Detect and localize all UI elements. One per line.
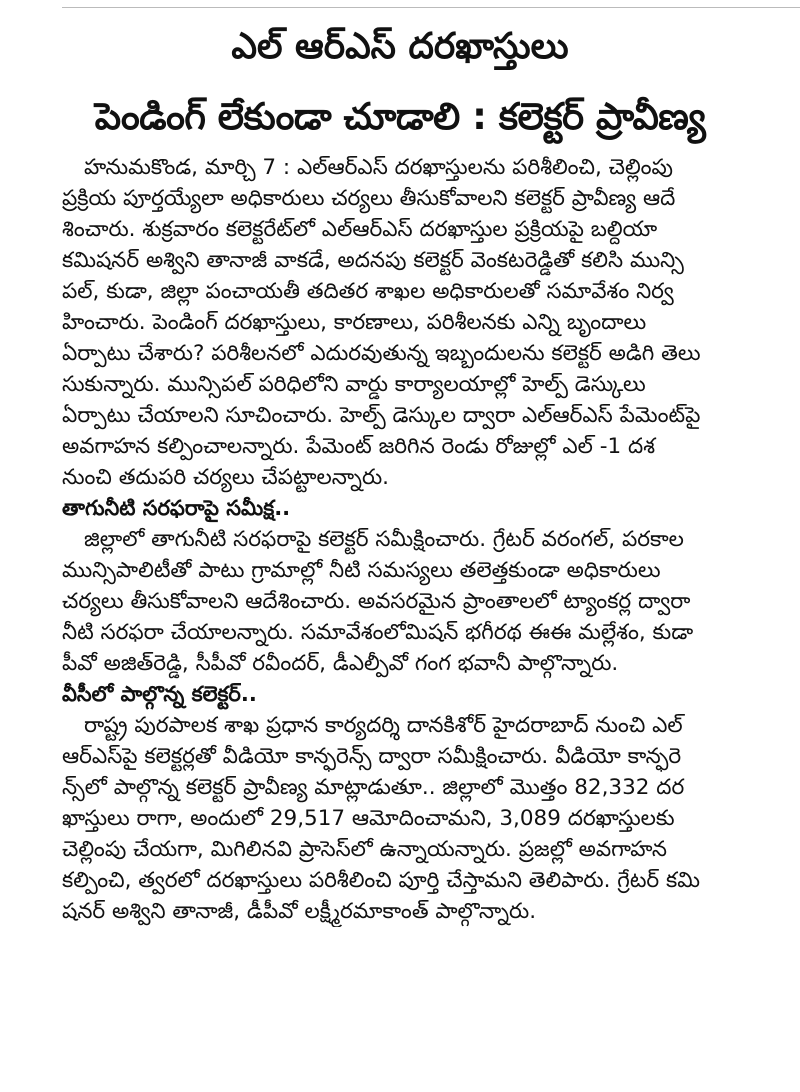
subheading-collector-in-vc: వీసీలో పాల్గొన్న కలెక్టర్.. [62, 682, 257, 706]
body-line: నుంచి తదుపరి చర్యలు చేపట్టాలన్నారు. [62, 465, 390, 490]
article-body [62, 152, 782, 927]
body-line: జిల్లాలో తాగునీటి సరఫరాపై కలెక్టర్ సమీక్షించారు. గ్రేటర్ వరంగల్, పరకాల [84, 527, 684, 552]
top-rule [62, 7, 800, 8]
body-line: కల్పించి, త్వరలో దరఖాస్తులు పరిశీలించి పూర్తి చేస్తామని తెలిపారు. గ్రేటర్ కమి [62, 868, 700, 893]
body-line: చెల్లింపు చేయగా, మిగిలినవి ప్రాసెస్‌లో ఉన్నాయన్నారు. ప్రజల్లో అవగాహన [62, 837, 667, 862]
body-line: సుకున్నారు. మున్సిపల్ పరిధిలోని వార్డు కార్యాలయాల్లో హెల్ప్ డెస్కులు [62, 372, 646, 397]
body-line: హనుమకొండ, మార్చి 7 : ఎల్ఆర్ఎస్ దరఖాస్తులను పరిశీలించి, చెల్లింపు [84, 155, 673, 180]
body-line: ఆర్ఎస్‌పై కలెక్టర్లతో వీడియో కాన్ఫరెన్స్ ద్వారా సమీక్షించారు. వీడియో కాన్ఫరె [62, 744, 682, 769]
body-line: ఖాస్తులు రాగా, అందులో 29,517 ఆమోదించామని, 3,089 దరఖాస్తులకు [62, 806, 675, 831]
paragraph-3 [62, 710, 782, 927]
subheading-water-supply-review: తాగునీటి సరఫరాపై సమీక్ష.. [62, 496, 291, 520]
headline-line-1: ఎల్ ఆర్ఎస్ దరఖాస్తులు [231, 26, 569, 67]
body-line: షనర్ అశ్విని తానాజీ, డీపీవో లక్ష్మీరమాకాంత్ పాల్గొన్నారు. [62, 899, 537, 924]
paragraph-2 [62, 524, 782, 679]
body-line: ఏర్పాటు చేశారు? పరిశీలనలో ఎదురవుతున్న ఇబ్బందులను కలెక్టర్ అడిగి తెలు [62, 341, 701, 366]
body-line: పల్, కుడా, జిల్లా పంచాయతీ తదితర శాఖల అధికారులతో సమావేశం నిర్వ [62, 279, 674, 304]
body-line: న్స్‌లో పాల్గొన్న కలెక్టర్ ప్రావీణ్య మాట్లాడుతూ.. జిల్లాలో మొత్తం 82,332 దర [62, 775, 685, 800]
paragraph-1 [62, 152, 782, 493]
body-line: కమిషనర్ అశ్విని తానాజీ వాకడే, అదనపు కలెక్టర్ వెంకటరెడ్డితో కలిసి మున్సి [62, 248, 684, 273]
body-line: అవగాహన కల్పించాలన్నారు. పేమెంట్ జరిగిన రెండు రోజుల్లో ఎల్ -1 దశ [62, 434, 656, 459]
body-line: రాష్ట్ర పురపాలక శాఖ ప్రధాన కార్యదర్శి దానకిశోర్ హైదరాబాద్ నుంచి ఎల్ [84, 713, 683, 738]
headline-line-2: పెండింగ్ లేకుండా చూడాలి : కలెక్టర్ ప్రావీణ్య [94, 95, 706, 138]
body-line: పీవో అజిత్‌రెడ్డి, సీపీవో రవీందర్, డీఎల్పీవో గంగ భవానీ పాల్గొన్నారు. [62, 651, 619, 676]
body-line: నీటి సరఫరా చేయాలన్నారు. సమావేశంలోమిషన్ భగీరథ ఈఈ మల్లేశం, కుడా [62, 620, 694, 645]
body-line: శించారు. శుక్రవారం కలెక్టరేట్‌లో ఎల్ఆర్ఎస్ దరఖాస్తుల ప్రక్రియపై బల్దియా [62, 217, 658, 242]
body-line: చర్యలు తీసుకోవాలని ఆదేశించారు. అవసరమైన ప్రాంతాలలో ట్యాంకర్ల ద్వారా [62, 589, 691, 614]
body-line: ఏర్పాటు చేయాలని సూచించారు. హెల్ప్ డెస్కుల ద్వారా ఎల్ఆర్ఎస్ పేమెంట్‌పై [62, 403, 701, 428]
body-line: హించారు. పెండింగ్ దరఖాస్తులు, కారణాలు, పరిశీలనకు ఎన్ని బృందాలు [62, 310, 647, 335]
body-line: మున్సిపాలిటీతో పాటు గ్రామాల్లో నీటి సమస్యలు తలెత్తకుండా అధికారులు [62, 558, 661, 583]
body-line: ప్రక్రియ పూర్తయ్యేలా అధికారులు చర్యలు తీసుకోవాలని కలెక్టర్ ప్రావీణ్య ఆదే [62, 186, 676, 211]
